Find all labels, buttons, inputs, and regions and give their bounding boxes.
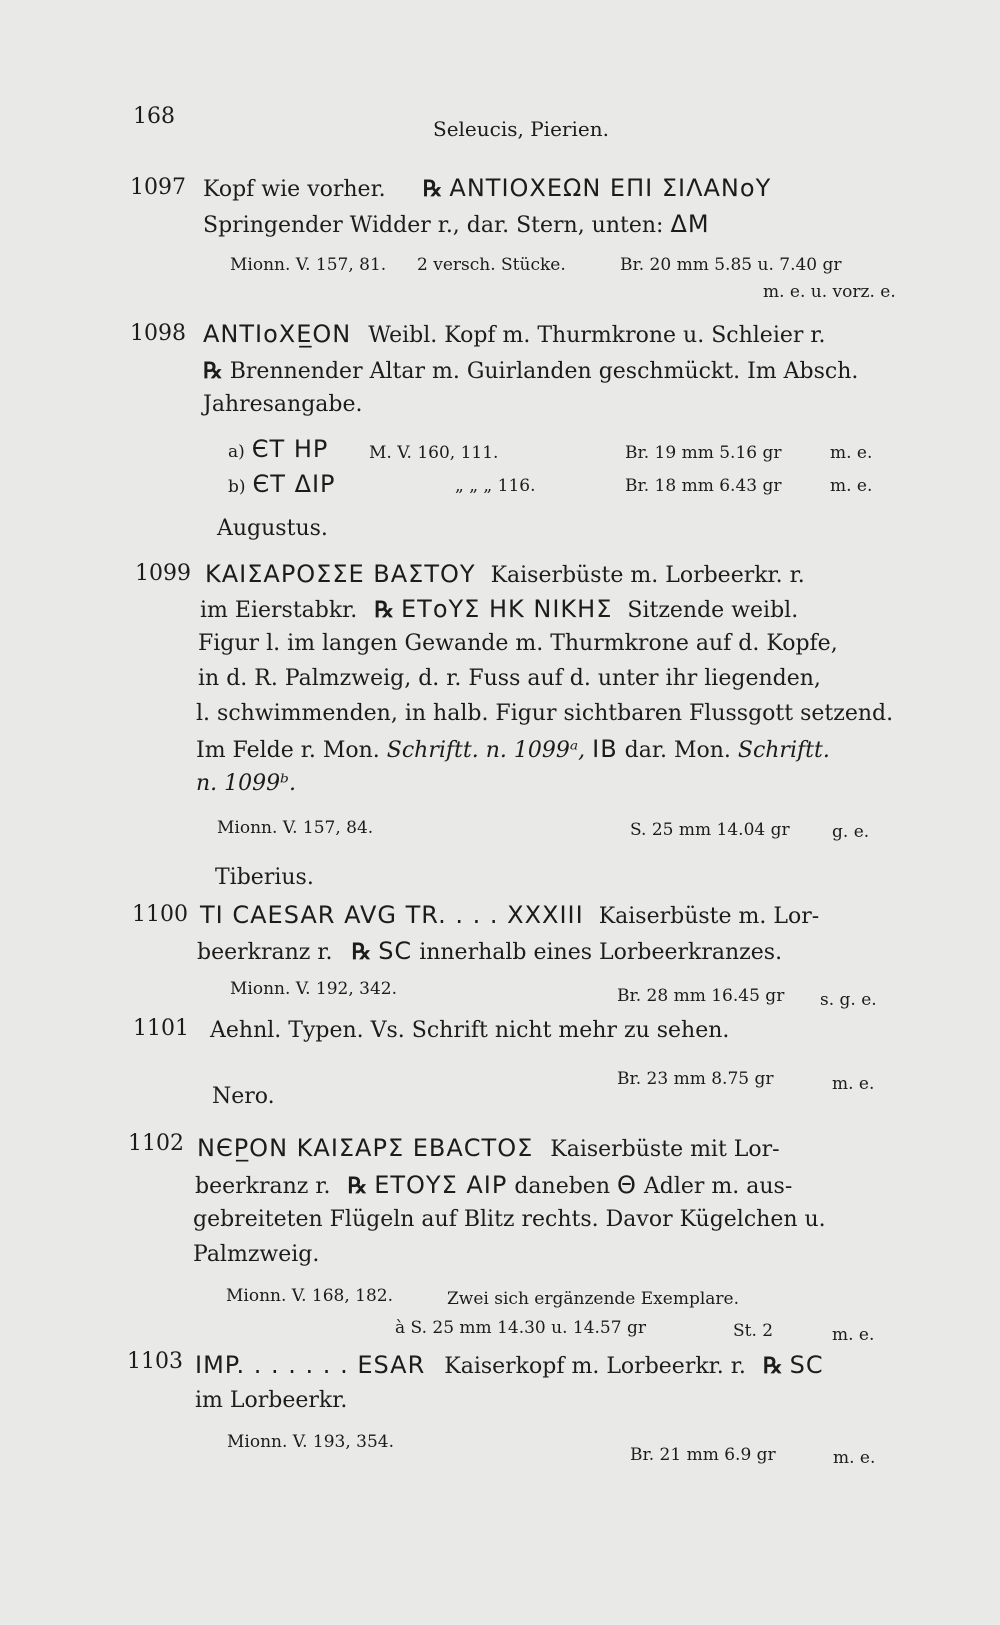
entry-1102-reference: Mionn. V. 168, 182. [226, 1286, 394, 1306]
entry-1099-line1: ΚΑΙΣΑΡΟΣΣΕ ΒΑΣΤΟΥ Kaiserbüste m. Lorbeerkr. r. [205, 560, 805, 588]
entry-1099-metal: S. 25 mm 14.04 gr [630, 820, 790, 840]
entry-1098-a-condition: m. e. [830, 443, 873, 463]
entry-number-1097: 1097 [130, 175, 186, 200]
entry-1103-reference: Mionn. V. 193, 354. [227, 1432, 395, 1452]
entry-1101-metal: Br. 23 mm 8.75 gr [617, 1069, 774, 1089]
entry-1098-variant-a: a) ЄΤ ΗΡ [228, 435, 329, 463]
entry-1103-condition: m. e. [833, 1448, 876, 1468]
entry-1103-line1: IMP. . . . . . . ESAR Kaiserkopf m. Lorbeerkr. r. ℞ SC [195, 1351, 824, 1379]
entry-1102-note: Zwei sich ergänzende Exemplare. [447, 1289, 739, 1309]
entry-1102-line2: beerkranz r. ℞ ΕΤΟΥΣ ΑΙΡ daneben Θ Adler m. aus- [195, 1171, 793, 1199]
entry-1098-a-reference: M. V. 160, 111. [369, 443, 499, 463]
entry-1098-b-reference: „ „ „ 116. [455, 476, 536, 496]
entry-1100-line2: beerkranz r. ℞ SC innerhalb eines Lorbeerkranzes. [197, 937, 783, 965]
entry-1100-reference: Mionn. V. 192, 342. [230, 979, 398, 999]
entry-1102-line3: gebreiteten Flügeln auf Blitz rechts. Davor Kügelchen u. [193, 1207, 826, 1232]
entry-1098-variant-b: b) ЄΤ ΔΙΡ [228, 470, 336, 498]
entry-1097-line1: Kopf wie vorher. ℞ ΑΝΤΙΟΧΕΩΝ ΕΠΙ ΣΙΛΑΝοΥ [203, 174, 772, 202]
entry-1099-line4: in d. R. Palmzweig, d. r. Fuss auf d. unter ihr liegenden, [198, 666, 821, 691]
entry-number-1103: 1103 [127, 1349, 183, 1374]
page-number: 168 [133, 104, 175, 129]
entry-1102-line1: ΝЄΡ̲ΟΝ ΚΑΙΣΑΡΣ ΕΒΑCΤΟΣ Kaiserbüste mit Lor- [197, 1134, 780, 1162]
entry-1099-condition: g. e. [832, 822, 870, 842]
section-tiberius: Tiberius. [215, 865, 314, 890]
section-augustus: Augustus. [217, 516, 328, 541]
entry-1102-line4: Palmzweig. [193, 1242, 320, 1267]
entry-1097-metal: Br. 20 mm 5.85 u. 7.40 gr [620, 255, 842, 275]
entry-number-1099: 1099 [135, 561, 191, 586]
entry-1098-a-metal: Br. 19 mm 5.16 gr [625, 443, 782, 463]
entry-1098-line3: Jahresangabe. [203, 392, 363, 417]
entry-1099-reference: Mionn. V. 157, 84. [217, 818, 374, 838]
entry-1099-line7: n. 1099ᵇ. [196, 771, 296, 796]
entry-1099-line3: Figur l. im langen Gewande m. Thurmkrone auf d. Kopfe, [198, 631, 838, 656]
entry-1103-metal: Br. 21 mm 6.9 gr [630, 1445, 776, 1465]
section-nero: Nero. [212, 1084, 275, 1109]
entry-1097-reference: Mionn. V. 157, 81. [230, 255, 387, 275]
entry-1099-line2: im Eierstabkr. ℞ ΕΤοΥΣ ΗΚ ΝΙΚΗΣ Sitzende weibl. [200, 595, 799, 623]
entry-1102-count: St. 2 [733, 1321, 774, 1341]
entry-1098-b-condition: m. e. [830, 476, 873, 496]
entry-1103-line2: im Lorbeerkr. [195, 1388, 348, 1413]
entry-number-1102: 1102 [128, 1131, 184, 1156]
entry-number-1100: 1100 [132, 902, 188, 927]
entry-number-1101: 1101 [133, 1016, 189, 1041]
entry-1097-line2: Springender Widder r., dar. Stern, unten: ΔΜ [203, 210, 710, 238]
entry-number-1098: 1098 [130, 321, 186, 346]
entry-1100-condition: s. g. e. [820, 990, 877, 1010]
entry-1101-line1: Aehnl. Typen. Vs. Schrift nicht mehr zu sehen. [210, 1018, 730, 1043]
running-title: Seleucis, Pierien. [433, 117, 609, 141]
entry-1101-condition: m. e. [832, 1074, 875, 1094]
entry-1102-metal: à S. 25 mm 14.30 u. 14.57 gr [395, 1318, 646, 1338]
entry-1102-condition: m. e. [832, 1325, 875, 1345]
entry-1100-line1: ΤΙ CAESAR AVG TR. . . . XXXIII Kaiserbüste m. Lor- [200, 901, 820, 929]
entry-1097-condition: m. e. u. vorz. e. [763, 282, 896, 302]
entry-1098-line2: ℞ Brennender Altar m. Guirlanden geschmückt. Im Absch. [203, 358, 859, 384]
entry-1099-line5: l. schwimmenden, in halb. Figur sichtbaren Flussgott setzend. [196, 701, 894, 726]
entry-1098-b-metal: Br. 18 mm 6.43 gr [625, 476, 782, 496]
entry-1099-line6: Im Felde r. Mon. Schriftt. n. 1099ᵃ, ΙΒ dar. Mon. Schriftt. [196, 735, 830, 763]
entry-1097-note: 2 versch. Stücke. [417, 255, 566, 275]
entry-1100-metal: Br. 28 mm 16.45 gr [617, 986, 785, 1006]
entry-1098-line1: ΑΝΤΙοΧΕ̲ΟΝ Weibl. Kopf m. Thurmkrone u. Schleier r. [203, 320, 826, 348]
